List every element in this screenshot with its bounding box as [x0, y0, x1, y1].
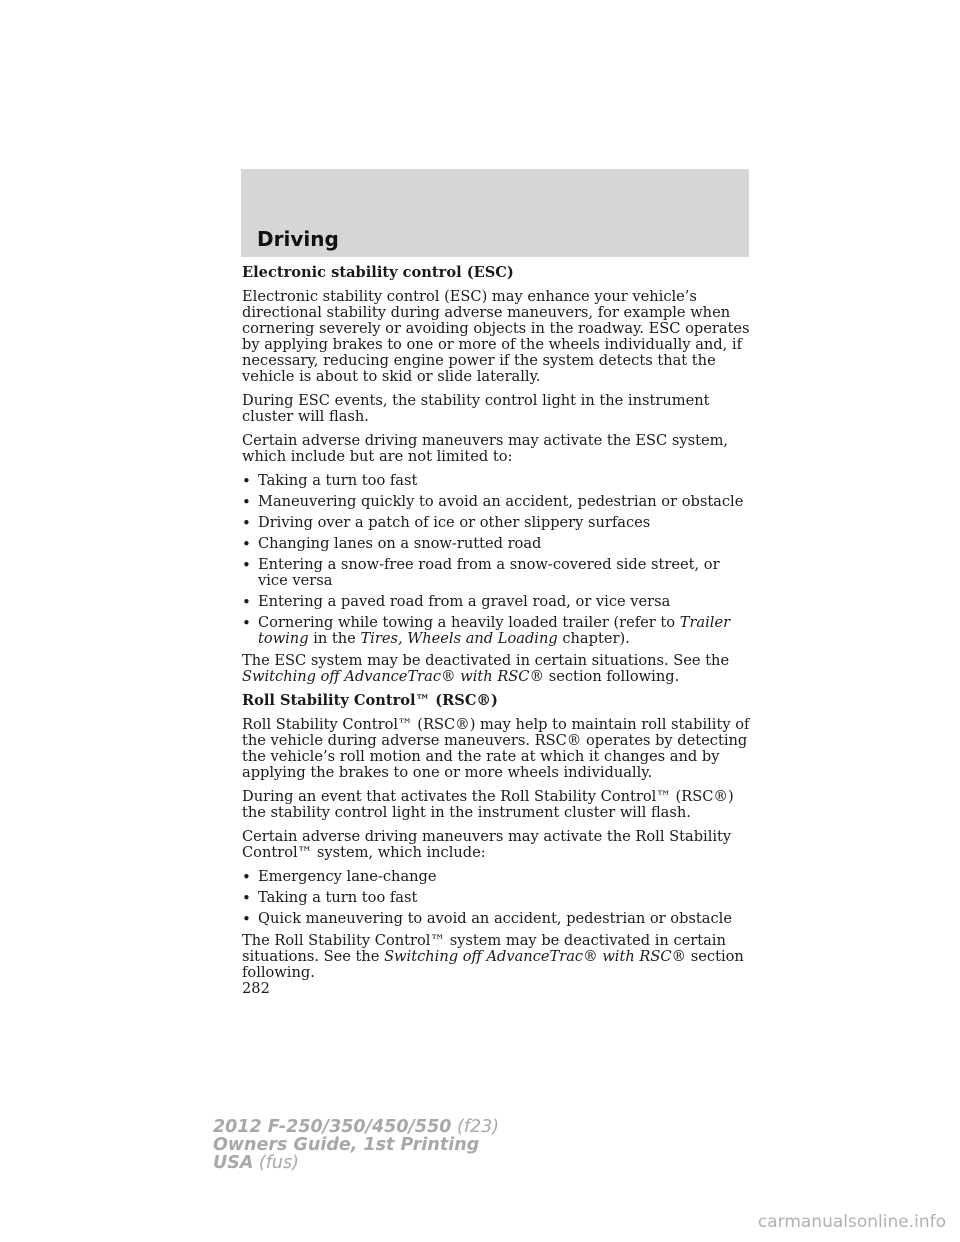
rsc-paragraph-1: Roll Stability Control™ (RSC®) may help to maintain roll stability of the vehicle during adverse maneuvers. RSC® operates by detecting the vehicle’s roll motion and the rate at which it changes and by applying the brakes to one or more wheels individually. [242, 716, 750, 781]
footer-model: 2012 F-250/350/450/550 [213, 1117, 452, 1137]
list-item: • Emergency lane-change [242, 869, 752, 885]
bullet-text: chapter). [557, 630, 630, 647]
bullet-text: Cornering while towing a heavily loaded trailer (refer to [258, 614, 680, 631]
bullet-text: in the [308, 630, 361, 647]
footer-line-1 [213, 1118, 499, 1136]
list-item: • Taking a turn too fast [242, 473, 752, 489]
list-item: • Maneuvering quickly to avoid an accident, pedestrian or obstacle [242, 494, 752, 510]
esc-heading: Electronic stability control (ESC) [242, 264, 514, 281]
advancetrac-reference: Switching off AdvanceTrac® with RSC® [384, 948, 687, 965]
footer-region-code: (fus) [253, 1153, 299, 1173]
trailer-towing-reference: Trailer towing [258, 614, 731, 647]
rsc-bullet-list [242, 869, 752, 927]
rsc-paragraph-2: During an event that activates the Roll Stability Control™ (RSC®) the stability control light in the instrument cluster will flash. [242, 788, 734, 821]
list-item [242, 615, 752, 647]
esc-bullet-list [242, 473, 752, 647]
tires-chapter-reference: Tires, Wheels and Loading [360, 630, 558, 647]
rsc-paragraph-4 [242, 933, 752, 981]
paragraph-text: The ESC system may be deactivated in certain situations. See the [242, 652, 730, 669]
list-item: • Quick maneuvering to avoid an accident, pedestrian or obstacle [242, 911, 752, 927]
list-item: • Driving over a patch of ice or other slippery surfaces [242, 515, 752, 531]
page-content [242, 265, 752, 997]
rsc-paragraph-3: Certain adverse driving maneuvers may activate the Roll Stability Control™ system, which include: [242, 828, 732, 861]
watermark: carmanualsonline.info [757, 1212, 946, 1232]
page-number: 282 [242, 980, 270, 997]
paragraph-text: section following. [544, 668, 680, 685]
rsc-heading: Roll Stability Control™ (RSC®) [242, 692, 498, 709]
esc-paragraph-3: Certain adverse driving maneuvers may activate the ESC system, which include but are not limited to: [242, 432, 729, 465]
section-header-band [241, 169, 749, 257]
list-item: • Changing lanes on a snow-rutted road [242, 536, 752, 552]
advancetrac-reference: Switching off AdvanceTrac® with RSC® [242, 668, 545, 685]
document-footer [213, 1118, 499, 1172]
footer-region: USA [213, 1153, 254, 1173]
esc-paragraph-2: During ESC events, the stability control light in the instrument cluster will flash. [242, 392, 710, 425]
list-item: • Entering a snow-free road from a snow-covered side street, or vice versa [242, 557, 752, 589]
footer-line-3 [213, 1154, 499, 1172]
section-title: Driving [257, 227, 339, 251]
footer-model-code: (f23) [451, 1117, 500, 1137]
esc-paragraph-4 [242, 653, 752, 685]
paragraph-text: section following. [242, 948, 744, 981]
esc-paragraph-1: Electronic stability control (ESC) may enhance your vehicle’s directional stability during adverse maneuvers, for example when cornering severely or avoiding objects in the roadway. ESC operates by applying brakes to one or more of the wheels individually and, if necessary, reducing engine power if the system detects that the vehicle is about to skid or slide laterally. [242, 288, 750, 385]
footer-line-2: Owners Guide, 1st Printing [213, 1135, 480, 1155]
list-item: • Entering a paved road from a gravel road, or vice versa [242, 594, 752, 610]
list-item: • Taking a turn too fast [242, 890, 752, 906]
paragraph-text: The Roll Stability Control™ system may be deactivated in certain situations. See the [242, 932, 726, 965]
